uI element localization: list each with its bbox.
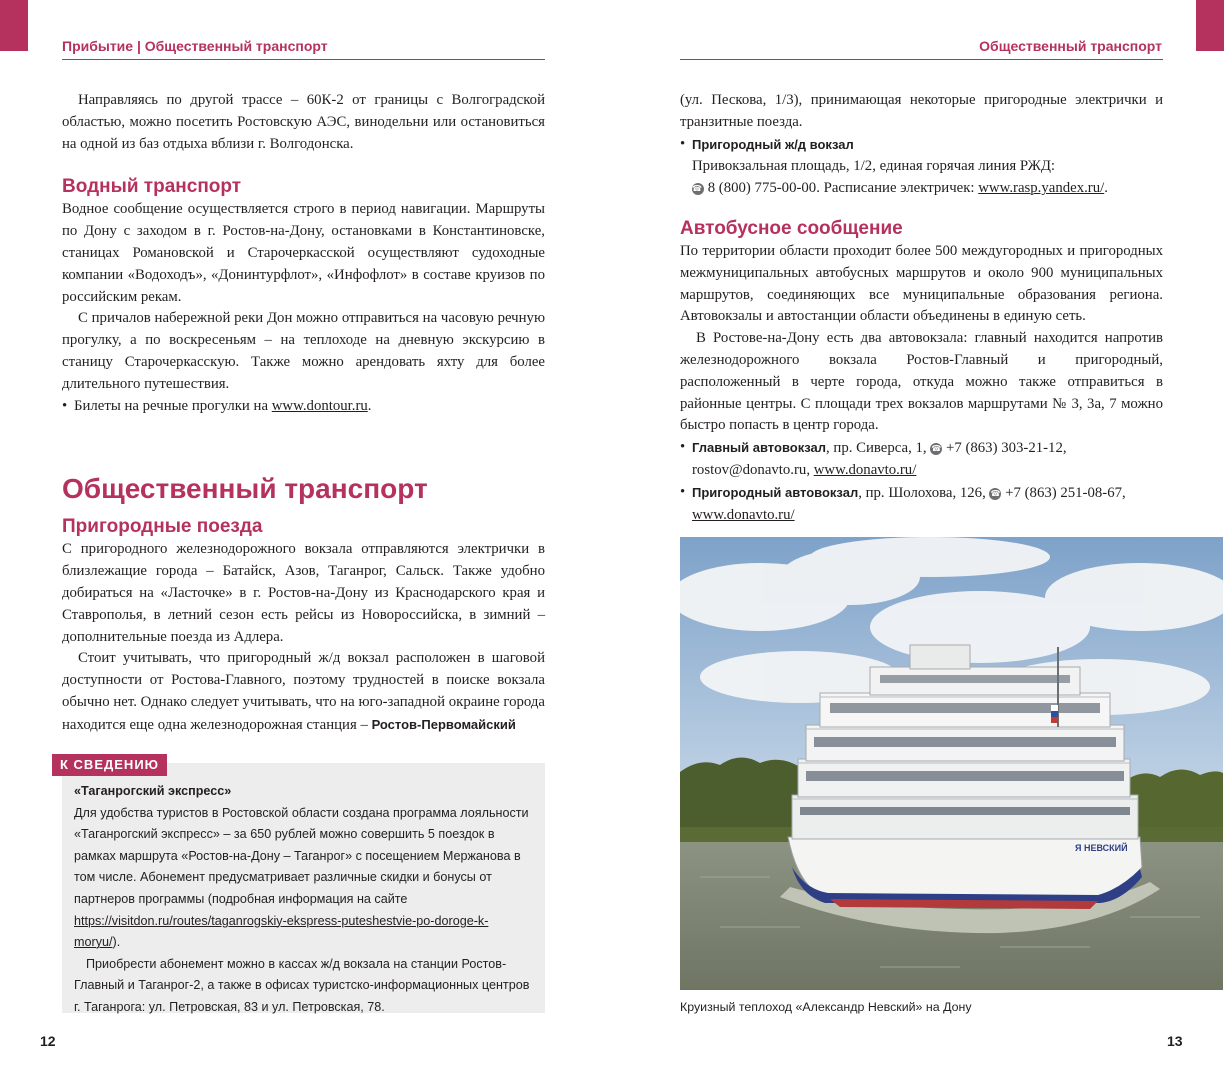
suburban-bus-station-address: , пр. Шолохова, 126,	[858, 484, 986, 501]
trains-paragraph-1: С пригородного железнодорожного вокзала отправляются электрички в близлежащие города – Батайск, Азов, Таганрог, Сальск. Также удобно добираться на «Ласточке» в г. Ростов-на-Дону из Краснодарского края и Ставрополья, в летний сезон есть рейсы из Новороссийска, в зимний – дополнительные поезда из Адлера.	[62, 541, 545, 645]
info-box-title: «Таганрогский экспресс»	[74, 784, 232, 798]
suburban-station-label: Пригородный ж/д вокзал	[692, 136, 854, 152]
left-column	[62, 90, 545, 737]
page-number-right: 13	[1167, 1033, 1183, 1049]
wheelhouse	[910, 645, 970, 669]
public-transport-heading: Общественный транспорт	[62, 473, 428, 505]
suburban-bus-station-label: Пригородный автовокзал	[692, 484, 859, 500]
continued-paragraph: (ул. Пескова, 1/3), принимающая некоторые пригородные электрички и транзитные поезда.	[680, 92, 1163, 130]
donavto-link-suburban[interactable]: www.donavto.ru/	[692, 506, 795, 523]
rasp-yandex-link[interactable]: www.rasp.yandex.ru/	[978, 180, 1105, 197]
bullet-text: Билеты на речные прогулки на	[74, 397, 269, 414]
main-bus-station-label: Главный автовокзал	[692, 440, 826, 456]
info-box-paragraph-1	[74, 803, 534, 954]
water-transport-heading: Водный транспорт	[62, 176, 242, 198]
suburban-bus-station-phone: +7 (863) 251-08-67,	[1005, 484, 1126, 501]
trains-p2-text: Стоит учитывать, что пригородный ж/д вокзал расположен в шаговой доступности от Ростова-Главного, поэтому трудностей в поиске вокзала обычно нет. Однако следует учитывать, что на юго-западной окраине города находится еще одна железнодорожная станция –	[62, 650, 545, 733]
running-header-left: Прибытие | Общественный транспорт	[62, 38, 328, 54]
dontour-link[interactable]: www.dontour.ru	[271, 397, 368, 414]
page-tab-left	[0, 0, 28, 51]
header-rule-right	[680, 59, 1163, 60]
station-name-bold: Ростов-Первомайский	[371, 716, 516, 732]
bus-heading: Автобусное сообщение	[680, 217, 903, 239]
station-line-1: Привокзальная площадь, 1/2, единая горячая линия РЖД:	[692, 158, 1056, 175]
deck-1	[792, 795, 1138, 839]
visitdon-link[interactable]: https://visitdon.ru/routes/taganrogskiy-ekspress-puteshestvie-po-doroge-k-moryu/	[74, 913, 489, 950]
intro-paragraph: Направляясь по другой трассе – 60К-2 от границы с Волгоградской областью, можно посетить Ростовскую АЭС, винодельни или остановиться на одной из баз отдыха вблизи г. Волгодонска.	[62, 92, 545, 152]
running-header-right: Общественный транспорт	[979, 38, 1162, 54]
suburban-bus-station-bullet	[680, 482, 1163, 527]
cruise-ship-illustration	[680, 537, 1223, 990]
info-box-p1-text: Для удобства туристов в Ростовской области создана программа лояльности «Таганрогский экспресс» – за 650 рублей можно совершить 5 поездок в рамках маршрута «Ростов-на-Дону – Таганрог» с посещением Мержанова в том числе. Абонемент предусматривает различные скидки и бонусы от партнеров программы (подробная информация на сайте	[74, 805, 529, 906]
station-phone-text: 8 (800) 775-00-00. Расписание электричек:	[707, 180, 975, 197]
phone-icon: ☎	[990, 488, 1001, 498]
donavto-link-main[interactable]: www.donavto.ru/	[813, 461, 917, 478]
page-number-left: 12	[40, 1033, 56, 1049]
header-rule-left	[62, 59, 545, 60]
bus-paragraph-1: По территории области проходит более 500 междугородных и пригородных межмуниципальных автобусных маршрутов и около 900 муниципальных маршрутов, соединяющих все муниципальные образования региона. Автовокзалы и автостанции области объединены в единую сеть.	[680, 242, 1163, 325]
flag-blue	[1051, 711, 1058, 717]
info-box-paragraph-2: Приобрести абонемент можно в кассах ж/д вокзала на станции Ростов-Главный и Таганрог-2, а также в офисах туристско-информационных центров г. Таганрога: ул. Петровская, 83 и ул. Петровская, 78.	[74, 956, 530, 1014]
main-bus-station-email[interactable]: rostov@donavto.ru,	[692, 461, 811, 478]
suburban-station-bullet	[680, 134, 1163, 157]
info-box-label: К СВЕДЕНИЮ	[52, 754, 167, 776]
bullet-end: .	[367, 397, 372, 414]
phone-icon: ☎	[692, 183, 704, 195]
photo-caption: Круизный теплоход «Александр Невский» на Дону	[680, 1000, 972, 1014]
water-tickets-bullet	[62, 396, 545, 418]
cruise-ship-photo	[680, 537, 1223, 990]
page-tab-right	[1196, 0, 1224, 51]
info-box-body	[74, 781, 534, 1019]
main-bus-station-phone: +7 (863) 303-21-12,	[946, 440, 1067, 457]
suburban-station-details	[680, 156, 1163, 200]
water-paragraph-2: С причалов набережной реки Дон можно отправиться на часовую речную прогулку, а по воскресеньям – на теплоходе на дневную экскурсию в станицу Старочеркасскую. Также можно арендовать яхту для более длительного путешествия.	[62, 310, 545, 392]
flag-white	[1051, 705, 1058, 711]
trees-left	[680, 757, 800, 837]
bus-paragraph-2: В Ростове-на-Дону есть два автовокзала: главный находится напротив железнодорожного вокзала Ростов-Главный и пригородный, расположенный в черте города, откуда можно также отправиться в районные центры. С площади трех вокзалов маршрутами № 3, 3а, 7 можно быстро попасть в центр города.	[680, 330, 1163, 434]
phone-icon: ☎	[931, 444, 942, 454]
flag-red	[1051, 717, 1058, 723]
water-paragraph-1: Водное сообщение осуществляется строго в период навигации. Маршруты по Дону с заходом в г. Ростов-на-Дону, остановками в Константиновске, станицах Романовской и Старочеркасской осуществляют судоходные компании «Водоходъ», «Донинтурфлот», «Инфофлот» в составе круизов по российским рекам.	[62, 201, 545, 305]
trains-paragraph-2	[62, 648, 545, 736]
ship-name-text: Я НЕВСКИЙ	[1075, 843, 1128, 853]
station-end: .	[1104, 180, 1108, 197]
right-column	[680, 90, 1163, 526]
main-bus-station-bullet	[680, 437, 1163, 482]
main-bus-station-address: , пр. Сиверса, 1,	[826, 440, 927, 457]
suburban-trains-heading: Пригородные поезда	[62, 516, 263, 538]
info-box-p1-end: ).	[112, 935, 121, 950]
